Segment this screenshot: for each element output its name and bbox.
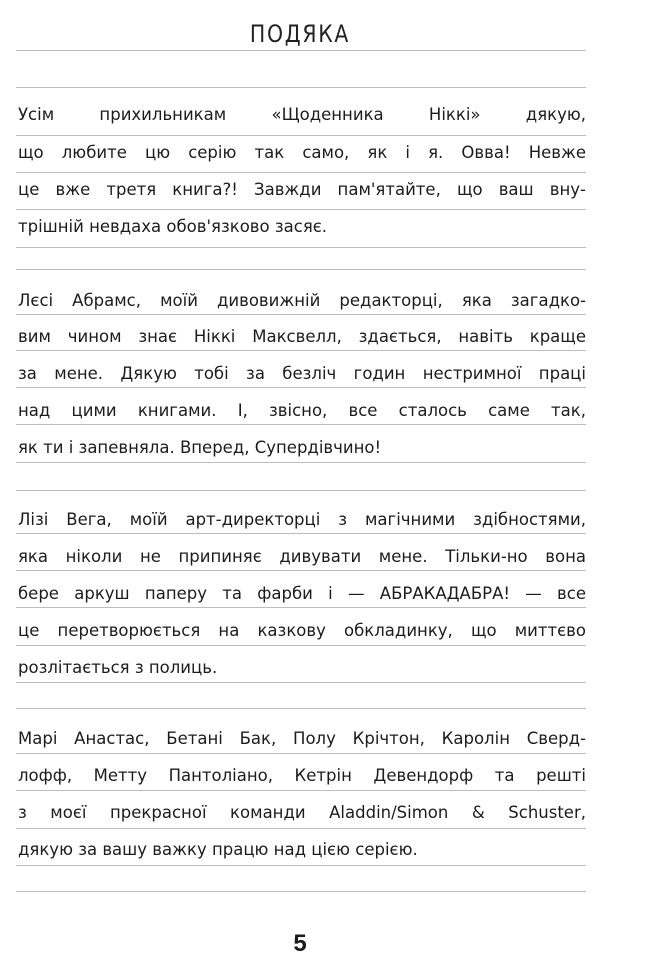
paragraph-2-line-5: як ти і запевняла. Вперед, Супердівчино! xyxy=(18,438,382,457)
page-title: ПОДЯКА xyxy=(249,20,351,48)
paragraph-2-line-1: Лєсі Абрамс, моїй дивовижній редакторці, яка загадко- xyxy=(18,291,586,310)
ruled-line xyxy=(16,753,586,754)
page-number: 5 xyxy=(293,930,307,957)
ruled-line xyxy=(16,891,586,892)
ruled-line xyxy=(16,790,586,791)
ruled-line xyxy=(16,314,586,315)
paragraph-4-line-4: дякую за вашу важку працю над цією серією. xyxy=(18,840,418,859)
paragraph-4-line-1: Марі Анастас, Бетані Бак, Полу Крічтон, Каролін Сверд- xyxy=(18,729,586,748)
ruled-line xyxy=(16,607,586,608)
paragraph-3-line-1: Лізі Вега, моїй арт-директорці з магічними здібностями, xyxy=(18,510,586,529)
ruled-line xyxy=(16,135,586,136)
ruled-line xyxy=(16,645,586,646)
ruled-line xyxy=(16,350,586,351)
paragraph-1-line-2: що любите цю серію так само, як і я. Овва! Невже xyxy=(18,143,586,162)
paragraph-3-line-5: розлітається з полиць. xyxy=(18,658,218,677)
paragraph-4-line-3: з моєї прекрасної команди Aladdin/Simon & Schuster, xyxy=(18,803,586,822)
ruled-line xyxy=(16,269,586,270)
ruled-line xyxy=(16,424,586,425)
ruled-line xyxy=(16,828,586,829)
ruled-line xyxy=(16,682,586,683)
paragraph-1-line-1: Усім прихильникам «Щоденника Ніккі» дякую, xyxy=(18,105,586,124)
paragraph-1-line-4: трішній невдаха обов'язково засяє. xyxy=(18,217,328,236)
paragraph-3-line-3: бере аркуш паперу та фарби і — АБРАКАДАБРА! — все xyxy=(18,584,586,603)
ruled-line xyxy=(16,708,586,709)
ruled-line xyxy=(16,865,586,866)
ruled-line xyxy=(16,87,586,88)
ruled-line xyxy=(16,570,586,571)
paragraph-1-line-3: це вже третя книга?! Завжди пам'ятайте, що ваш вну- xyxy=(18,180,586,199)
ruled-line xyxy=(16,533,586,534)
paragraph-3-line-2: яка ніколи не припиняє дивувати мене. Тільки-но вона xyxy=(18,547,586,566)
ruled-line xyxy=(16,172,586,173)
paragraph-2-line-3: за мене. Дякую тобі за безліч годин нестримної праці xyxy=(18,364,586,383)
paragraph-3-line-4: це перетворюється на казкову обкладинку, що миттєво xyxy=(18,621,586,640)
ruled-line xyxy=(16,387,586,388)
ruled-line xyxy=(16,209,586,210)
ruled-line xyxy=(16,50,586,51)
ruled-line xyxy=(16,462,586,463)
paragraph-2-line-2: вим чином знає Ніккі Максвелл, здається, навіть краще xyxy=(18,327,586,346)
paragraph-4-line-2: лофф, Метту Пантоліано, Кетрін Девендорф та решті xyxy=(18,766,586,785)
ruled-line xyxy=(16,247,586,248)
ruled-line xyxy=(16,490,586,491)
paragraph-2-line-4: над цими книгами. І, звісно, все сталось саме так, xyxy=(18,401,586,420)
